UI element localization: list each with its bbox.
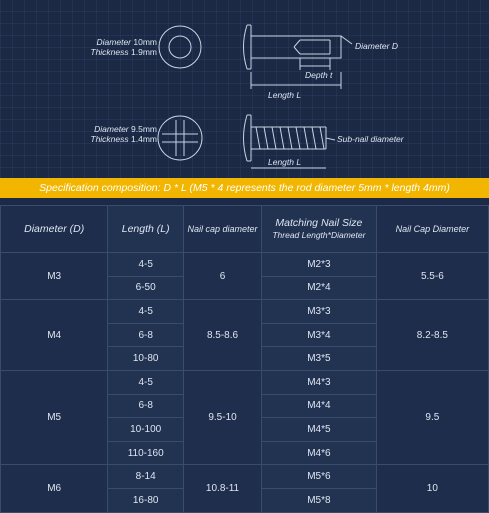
diameter-cell: M3 <box>1 253 108 300</box>
screw-thread <box>256 127 324 149</box>
header-diameter: Diameter (D) <box>1 206 108 253</box>
diameter-cell: M5 <box>1 370 108 464</box>
barrel-nut-head <box>244 25 248 69</box>
barrel-nut-front-inner <box>169 36 191 58</box>
nail-cap-cell: 6 <box>183 253 261 300</box>
screw-front-outer <box>158 116 202 160</box>
matching-nail-cell: M2*4 <box>262 276 377 300</box>
nail-cap-cell: 8.5-8.6 <box>183 300 261 371</box>
matching-nail-cell: M3*5 <box>262 347 377 371</box>
length-cell: 6-50 <box>108 276 184 300</box>
nail-cap-cell: 9.5-10 <box>183 370 261 464</box>
length-cell: 4-5 <box>108 300 184 324</box>
table-header-row <box>1 206 489 253</box>
specification-banner: Specification composition: D * L (M5 * 4 represents the rod diameter 5mm * length 4mm) <box>0 178 489 198</box>
header-matching-nail: Matching Nail Size Thread Length*Diameter <box>262 206 377 253</box>
barrel-nut-front-outer <box>159 26 201 68</box>
screw-head <box>244 115 248 161</box>
bottom-length-label: Length L <box>268 157 302 167</box>
nail-cap-cell: 10.8-11 <box>183 465 261 512</box>
table-row <box>1 465 489 489</box>
length-cell: 6-8 <box>108 394 184 418</box>
diameter-cell: M4 <box>1 300 108 371</box>
bottom-sub-nail-label: Sub-nail diameter <box>337 134 404 144</box>
nail-cap-2-cell: 8.2-8.5 <box>376 300 488 371</box>
nail-cap-2-cell: 9.5 <box>376 370 488 464</box>
screw-drawings <box>0 0 489 178</box>
length-cell: 4-5 <box>108 253 184 277</box>
top-side-diameter-label: Diameter D <box>355 41 398 51</box>
nail-cap-2-cell: 10 <box>376 465 488 512</box>
top-diameter-text: Diameter 10mm <box>96 37 157 47</box>
header-nail-cap: Nail cap diameter <box>183 206 261 253</box>
length-cell: 10-100 <box>108 418 184 442</box>
bottom-diameter-text: Diameter 9.5mm <box>94 124 157 134</box>
length-cell: 16-80 <box>108 488 184 512</box>
table-row <box>1 253 489 277</box>
matching-nail-cell: M3*4 <box>262 323 377 347</box>
matching-nail-cell: M4*4 <box>262 394 377 418</box>
top-depth-label: Depth t <box>305 70 333 80</box>
table-row <box>1 300 489 324</box>
matching-nail-cell: M4*3 <box>262 370 377 394</box>
length-cell: 6-8 <box>108 323 184 347</box>
spec-table <box>0 205 489 513</box>
matching-nail-cell: M2*3 <box>262 253 377 277</box>
top-thickness-text: Thickness 1.9mm <box>90 47 157 57</box>
diameter-cell: M6 <box>1 465 108 512</box>
header-length: Length (L) <box>108 206 184 253</box>
nail-cap-2-cell: 5.5-6 <box>376 253 488 300</box>
bottom-thickness-text: Thickness 1.4mm <box>90 134 157 144</box>
table-row <box>1 370 489 394</box>
technical-diagram <box>0 0 489 178</box>
header-nail-cap-2: Nail Cap Diameter <box>376 206 488 253</box>
length-cell: 8-14 <box>108 465 184 489</box>
table-body <box>1 253 489 513</box>
matching-nail-cell: M3*3 <box>262 300 377 324</box>
top-length-label: Length L <box>268 90 302 100</box>
matching-nail-cell: M5*6 <box>262 465 377 489</box>
matching-nail-cell: M5*8 <box>262 488 377 512</box>
length-cell: 10-80 <box>108 347 184 371</box>
barrel-nut-shaft <box>251 36 341 58</box>
length-cell: 110-160 <box>108 441 184 465</box>
matching-nail-cell: M4*6 <box>262 441 377 465</box>
length-cell: 4-5 <box>108 370 184 394</box>
matching-nail-cell: M4*5 <box>262 418 377 442</box>
